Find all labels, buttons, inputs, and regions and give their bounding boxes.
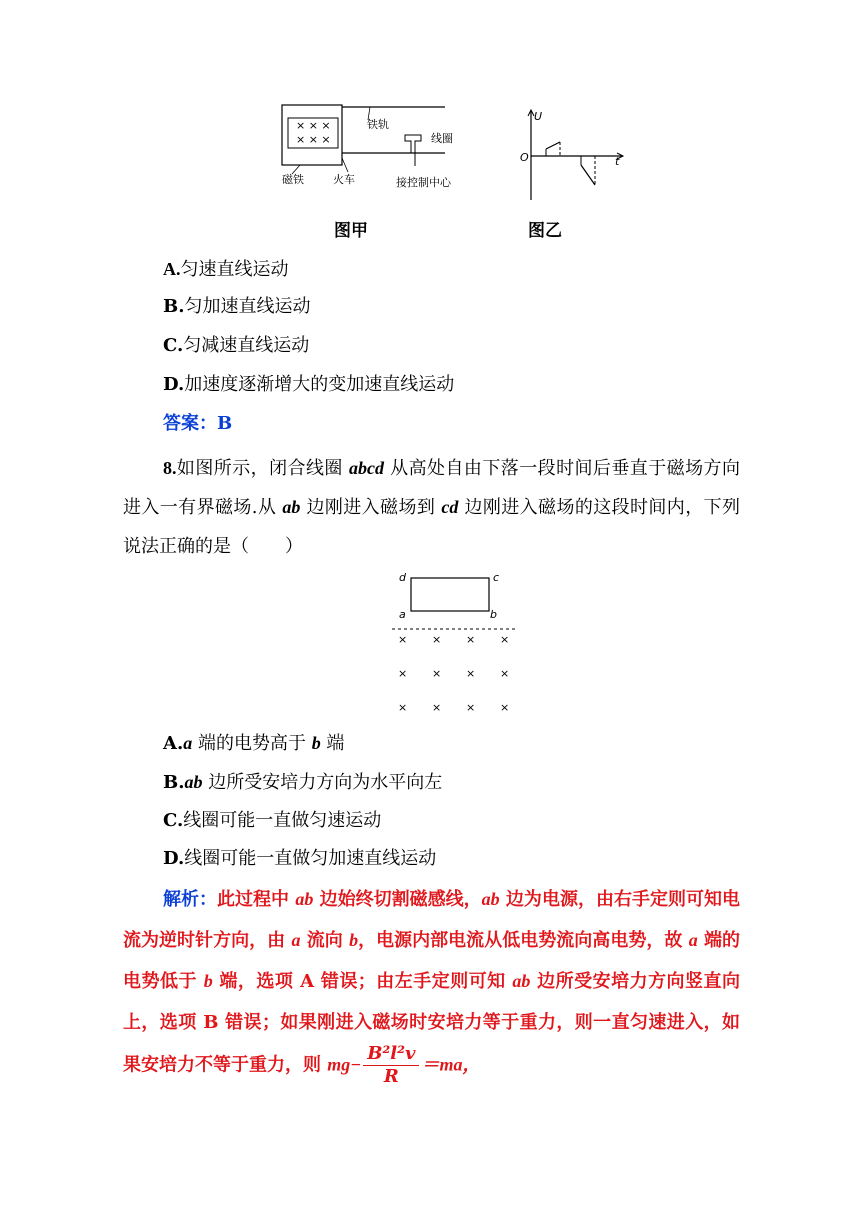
q7-option-b: B.匀加速直线运动 xyxy=(163,296,311,317)
svg-text:×: × xyxy=(398,633,408,646)
field-marks xyxy=(398,633,509,714)
q8-analysis: 解析：此过程中 ab 边始终切割磁感线，ab 边为电源，由右手定则可知电流为逆时针方向，由 a 流向 b，电源内部电流从低电势流向高电势，故 a 端的电势低于 b 端，选项 A 错误；由左手定则可知 ab 边所受安培力方向竖直向上，选项 B 错误；如果刚进入磁场时安培力等于重力，则一直匀速进入，如果安培力不等于重力，则 mg− $\frac{\text{B²l²v}}{R}$ ＝ma， xyxy=(123,889,741,1087)
q8-stem: 8.如图所示，闭合线圈 abcd 从高处自由下落一段时间后垂直于磁场方向进入一有界磁场.从 ab 边刚进入磁场到 cd 边刚进入磁场的这段时间内，下列说法正确的是（ ） xyxy=(123,458,740,557)
svg-text:×: × xyxy=(432,667,442,680)
label-magnet: 磁铁 xyxy=(282,173,304,186)
svg-text:× × ×: × × × xyxy=(296,119,331,132)
q7-option-a: A.匀速直线运动 xyxy=(163,259,289,280)
label-train: 火车 xyxy=(333,173,355,186)
svg-text:×: × xyxy=(466,667,476,680)
svg-text:×: × xyxy=(432,701,442,714)
q7-answer: 答案：B xyxy=(163,413,233,434)
q8-option-d: D.线圈可能一直做匀加速直线运动 xyxy=(163,848,437,869)
label-coil: 线圈 xyxy=(431,132,453,145)
figure-a-diagram xyxy=(270,100,470,195)
svg-text:×: × xyxy=(500,667,510,680)
label-d: d xyxy=(399,571,406,584)
q8-option-a: A.a 端的电势高于 b 端 xyxy=(163,733,345,754)
label-control: 接控制中心 xyxy=(396,176,451,189)
svg-text:×: × xyxy=(500,633,510,646)
formula-rhs: ＝ma， xyxy=(421,1054,481,1075)
label-u: U xyxy=(534,110,543,123)
formula-lhs: mg− xyxy=(327,1054,362,1075)
svg-text:×: × xyxy=(398,701,408,714)
label-c: c xyxy=(493,571,500,584)
label-t: t xyxy=(615,155,620,168)
figure-b-graph xyxy=(515,105,635,205)
label-a: a xyxy=(399,608,406,621)
svg-text:×: × xyxy=(466,701,476,714)
q8-coil-field-diagram xyxy=(390,568,520,718)
label-o: O xyxy=(520,151,529,164)
svg-text:×: × xyxy=(466,633,476,646)
figure-b-caption: 图乙 xyxy=(528,221,562,241)
label-b: b xyxy=(490,608,497,621)
svg-text:× × ×: × × × xyxy=(296,133,331,146)
figure-a-caption: 图甲 xyxy=(334,221,368,241)
svg-text:×: × xyxy=(432,633,442,646)
q7-option-d: D.加速度逐渐增大的变加速直线运动 xyxy=(163,374,455,395)
svg-text:×: × xyxy=(500,701,510,714)
label-rail: 铁轨 xyxy=(367,118,389,131)
svg-text:×: × xyxy=(398,667,408,680)
formula-fraction: $\frac{\text{B²l²v}}{R}$ xyxy=(363,1043,419,1088)
q7-option-c: C.匀减速直线运动 xyxy=(163,335,310,356)
q8-option-c: C.线圈可能一直做匀速运动 xyxy=(163,810,382,831)
q8-option-b: B.ab 边所受安培力方向为水平向左 xyxy=(163,772,443,793)
